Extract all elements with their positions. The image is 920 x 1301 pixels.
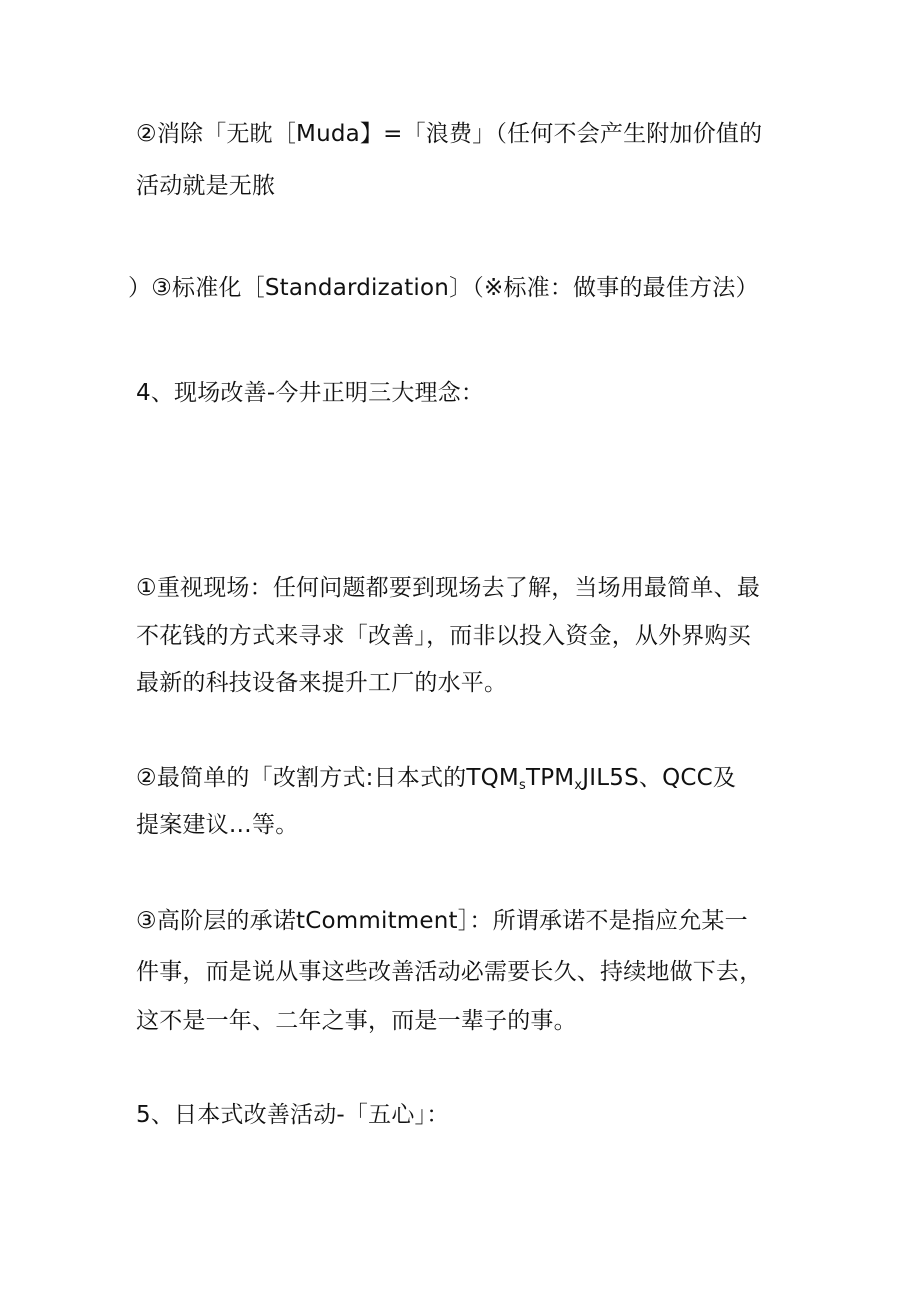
tqm-label: TQM bbox=[466, 765, 519, 791]
text-line-1: ②消除「无眈［Muda】=「浪费」（任何不会产生附加价值的 bbox=[136, 121, 763, 147]
section-heading-4: 4、现场改善-今井正明三大理念： bbox=[136, 380, 485, 406]
text-line-5: ①重视现场：任何问题都要到现场去了解，当场用最简单、最 bbox=[136, 575, 761, 601]
text-line-8-rest: JIL5S、QCC及 bbox=[582, 765, 737, 791]
tpm-subscript: x bbox=[574, 778, 583, 793]
section-heading-5: 5、日本式改善活动-「五心」： bbox=[136, 1102, 450, 1128]
text-line-2: 活动就是无脓 bbox=[136, 173, 276, 199]
text-line-3: ）③标准化［Standardization〕（※标准：做事的最佳方法） bbox=[128, 275, 759, 301]
text-line-8 bbox=[136, 763, 736, 793]
text-line-12: 这不是一年、二年之事，而是一辈子的事。 bbox=[136, 1008, 577, 1034]
tpm-label: TPM bbox=[525, 765, 575, 791]
text-line-7: 最新的科技设备来提升工厂的水平。 bbox=[136, 670, 508, 696]
text-line-8-head: ②最简单的「改割方式:日本式的 bbox=[136, 765, 467, 791]
text-line-9: 提案建议…等。 bbox=[136, 812, 299, 838]
tqm-subscript: s bbox=[518, 778, 526, 793]
text-line-11: 件事，而是说从事这些改善活动必需要长久、持续地做下去， bbox=[136, 959, 763, 985]
text-line-10: ③高阶层的承诺tCommitment］：所谓承诺不是指应允某一 bbox=[136, 908, 748, 934]
text-line-6: 不花钱的方式来寻求「改善」，而非以投入资金，从外界购买 bbox=[136, 623, 751, 649]
